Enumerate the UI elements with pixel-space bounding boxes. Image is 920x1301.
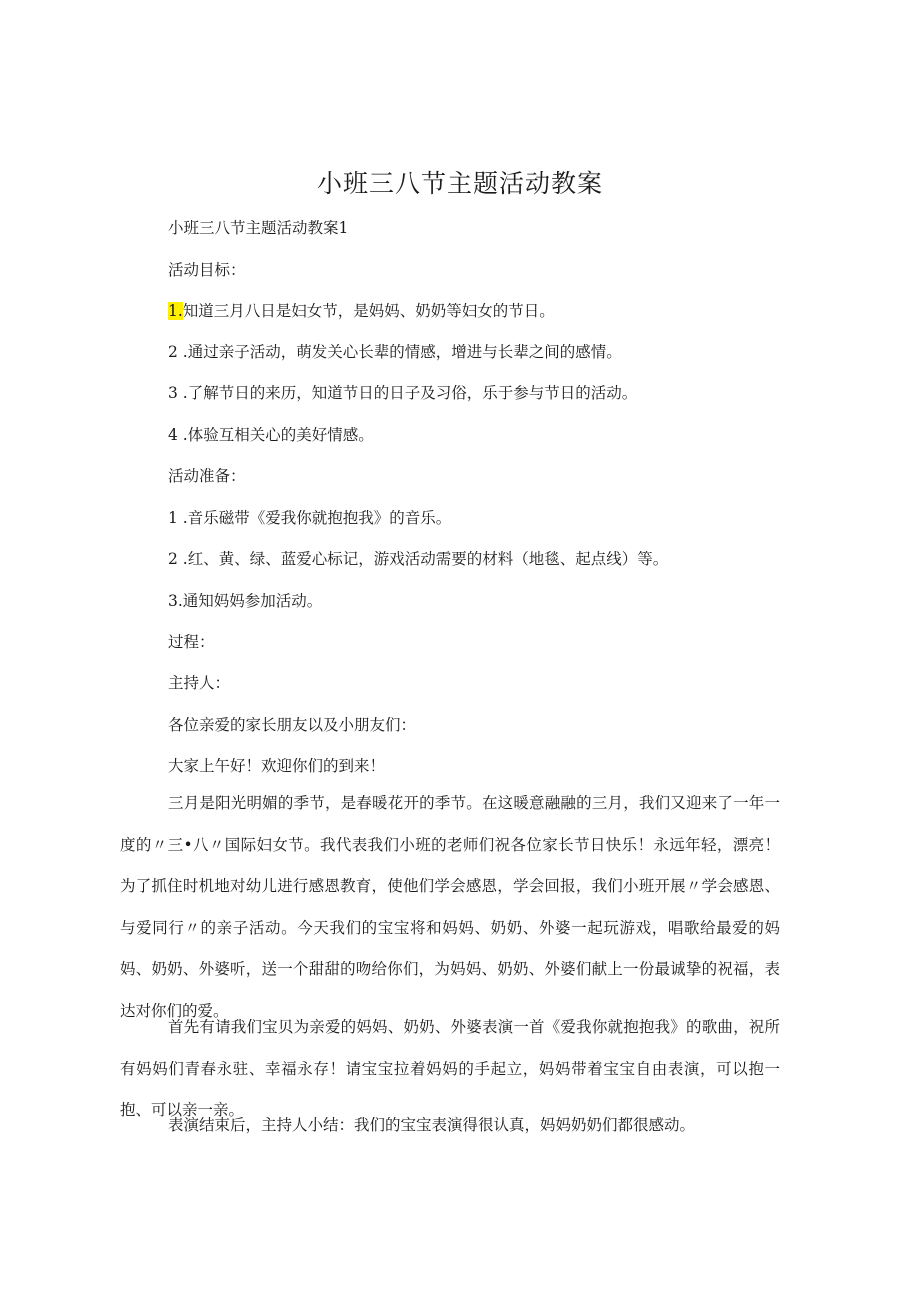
document-title: 小班三八节主题活动教案 bbox=[316, 169, 603, 198]
goal-text: .通过亲子活动，萌发关心长辈的情感，增进与长辈之间的感情。 bbox=[177, 343, 622, 361]
welcome-line: 大家上午好！欢迎你们的到来！ bbox=[168, 757, 386, 775]
goal-number: 2 bbox=[168, 343, 178, 361]
section-subtitle: 小班三八节主题活动教案1 bbox=[168, 219, 349, 237]
goal-text: .体验互相关心的美好情感。 bbox=[177, 426, 374, 444]
prep-item-2: 2 .红、黄、绿、蓝爱心标记，游戏活动需要的材料（地毯、起点线）等。 bbox=[168, 550, 669, 568]
prep-item-1: 1 .音乐磁带《爱我你就抱抱我》的音乐。 bbox=[168, 509, 452, 527]
goal-text: 知道三月八日是妇女节，是妈妈、奶奶等妇女的节日。 bbox=[182, 302, 555, 320]
prep-item-3: 3.通知妈妈参加活动。 bbox=[168, 592, 323, 610]
prep-heading: 活动准备： bbox=[168, 467, 246, 485]
goal-text: .了解节日的来历，知道节日的日子及习俗，乐于参与节日的活动。 bbox=[177, 384, 638, 402]
goals-heading: 活动目标： bbox=[168, 261, 246, 279]
goal-item-4 bbox=[168, 423, 374, 447]
goal-number: 4 bbox=[168, 426, 178, 444]
goal-item-2 bbox=[168, 340, 622, 364]
body-paragraph-1: 三月是阳光明媚的季节，是春暖花开的季节。在这暖意融融的三月，我们又迎来了一年一度的〃三•八〃国际妇女节。我代表我们小班的老师们祝各位家长节日快乐！永远年轻，漂亮！为了抓住时机地对幼儿进行感恩教育，使他们学会感恩，学会回报，我们小班开展〃学会感恩、与爱同行〃的亲子活动。今天我们的宝宝将和妈妈、奶奶、外婆一起玩游戏，唱歌给最爱的妈妈、奶奶、外婆听，送一个甜甜的吻给你们，为妈妈、奶奶、外婆们献上一份最诚挚的祝福，表达对你们的爱。 bbox=[120, 794, 780, 1020]
body-paragraph-3: 表演结束后，主持人小结：我们的宝宝表演得很认真，妈妈奶奶们都很感动。 bbox=[168, 1116, 696, 1134]
host-label: 主持人： bbox=[168, 674, 231, 692]
greeting-line: 各位亲爱的家长朋友以及小朋友们： bbox=[168, 716, 417, 734]
goal-number: 3 bbox=[168, 384, 178, 402]
goal-item-3 bbox=[168, 381, 637, 405]
goal-item-1 bbox=[168, 299, 555, 323]
process-heading: 过程： bbox=[168, 633, 215, 651]
goal-number-highlight: 1. bbox=[168, 302, 183, 320]
body-paragraph-2: 首先有请我们宝贝为亲爱的妈妈、奶奶、外婆表演一首《爱我你就抱抱我》的歌曲，祝所有妈妈们青春永驻、幸福永存！请宝宝拉着妈妈的手起立，妈妈带着宝宝自由表演，可以抱一抱、可以亲一亲。 bbox=[120, 1018, 780, 1119]
